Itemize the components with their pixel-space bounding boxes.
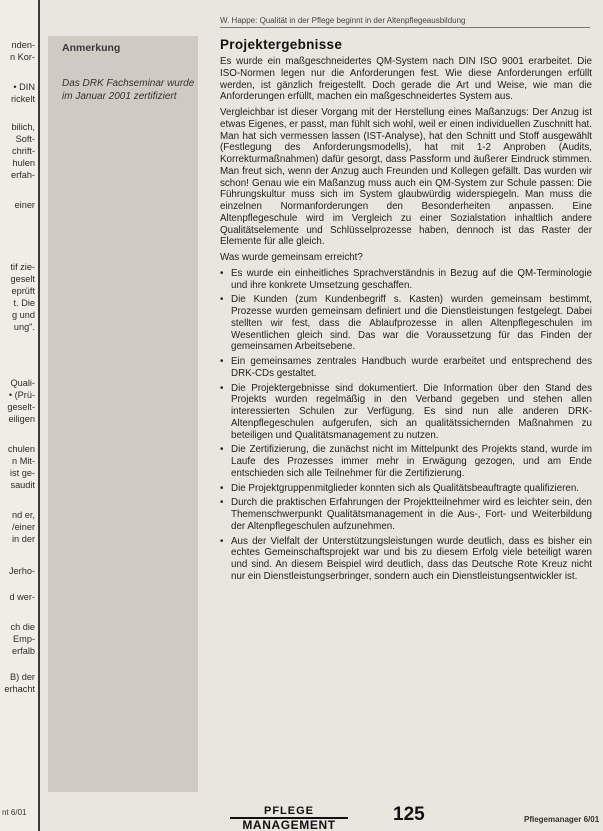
previous-page-line: ung".	[13, 322, 35, 332]
previous-page-line: Soft-	[15, 134, 35, 144]
previous-page-line: bilich,	[11, 122, 35, 132]
previous-page-line: B) der	[9, 672, 35, 682]
previous-page-edge	[0, 0, 40, 831]
previous-page-line: • (Prü-	[8, 390, 35, 400]
previous-page-line: eiligen	[8, 414, 35, 424]
previous-page-line: erhacht	[4, 684, 35, 694]
previous-page-line: eprüft	[11, 286, 35, 296]
annotation-text: Das DRK Fachseminar wurde im Januar 2001 zertifiziert	[62, 78, 195, 102]
results-list-item: • Durch die praktischen Erfahrungen der Projektteilnehmer wird es leichter sein, den Themenschwerpunkt Qualitätsmanagement in die Aus-, Fort- und Weiterbildung der Altenpflegeschulen aufzunehmen.	[220, 497, 592, 532]
previous-page-line: nden-	[11, 40, 35, 50]
previous-page-line: hulen	[12, 158, 35, 168]
previous-page-line: erfalb	[12, 646, 35, 656]
previous-page-line: n Kor-	[9, 52, 35, 62]
section-title: Projektergebnisse	[220, 37, 343, 52]
previous-page-line: Jerho-	[8, 566, 35, 576]
results-list-item: • Die Zertifizierung, die zunächst nicht im Mittelpunkt des Projekts stand, wurde im Laufe des Prozesses immer mehr in Erwägung gezogen, und am Ende entschieden sich alle Teilnehmer für die Zertifizierung.	[220, 444, 592, 479]
previous-page-line: saudit	[10, 480, 35, 490]
previous-page-line: tif zie-	[10, 262, 35, 272]
previous-page-line: chulen	[7, 444, 35, 454]
results-list-item: • Die Projektergebnisse sind dokumentiert. Die Information über den Stand des Projekts wurden regelmäßig in den Verband gegeben und stehen allen interessierten Schulen zur Verfügung. Es sind nun alle anderen DRK-Altenpflegeschulen aufgerufen, sich an qualitätssichernden Maßnahmen zu beteiligen und Qualitätsmanagement zu nutzen.	[220, 383, 592, 442]
previous-page-line: ch die	[10, 622, 35, 632]
paragraph-masanzug: Vergleichbar ist dieser Vorgang mit der Herstellung eines Maßanzugs: Der Anzug ist etwas Eigenes, er passt, man fühlt sich wohl, weil er einen individuellen Zuschnitt hat. Man hat sich vermessen lassen (IST-Analyse), hat den Schnitt und Stoff ausgewählt (Festlegung des Anforderungsmodells), hat mit 1-2 Anproben (Audits, Korrekturmaßnahmen) dafür gesorgt, dass Passform und äußerer Eindruck stimmen. Man freut sich, wenn der Anzug auch Freunden und Kollegen gefällt. Das wurden wir schon! Genau wie ein Maßanzug muss auch ein QM-System zur Schule passen: Die Führungskultur muss sich im System glaubwürdig widerspiegeln. Man muss die einzelnen Normanforderungen den Besonderheiten anpassen. Eine Altenpflegeschule wird im Vergleich zu einer Sozialstation inhaltlich andere Qualitätselemente und Schlüsselprozesse haben, dennoch ist das Raster der Elemente für alle gleich.	[220, 107, 592, 248]
previous-page-line: • DIN	[13, 82, 35, 92]
results-list	[220, 268, 592, 583]
previous-page-line: geselt	[10, 274, 35, 284]
running-header: W. Happe: Qualität in der Pflege beginnt in der Altenpflegeausbildung	[220, 16, 590, 28]
logo-line-management: MANAGEMENT	[230, 817, 348, 831]
results-list-item: • Die Projektgruppenmitglieder konnten sich als Qualitätsbeauftragte qualifizieren.	[220, 483, 592, 495]
body-text	[220, 56, 592, 586]
previous-page-line: einer	[14, 200, 35, 210]
previous-page-footer: nt 6/01	[2, 808, 27, 817]
results-list-item: • Aus der Vielfalt der Unterstützungsleistungen wurde deutlich, dass es bisher ein echtes Gemeinschaftsprojekt war und bis zu diesem Erfolg viele beteiligt waren und sind. An diesem Beispiel wird deutlich, dass das Deutsche Rote Kreuz nicht nur ein Dienstleistungserbringer, sondern auch ein Dienstleistungsentwickler ist.	[220, 536, 592, 583]
previous-page-line: geselt-	[7, 402, 35, 412]
previous-page-line: erfah-	[10, 170, 35, 180]
previous-page-line: d wer-	[9, 592, 35, 602]
previous-page-line: in der	[12, 534, 35, 544]
results-list-item: • Es wurde ein einheitliches Sprachverständnis in Bezug auf die QM-Terminologie und ihre konkrete Umsetzung geschaffen.	[220, 268, 592, 292]
previous-page-line: /einer	[12, 522, 35, 532]
previous-page-line: t. Die	[13, 298, 35, 308]
logo-line-pflege: PFLEGE	[263, 805, 314, 817]
previous-page-line: ist ge-	[9, 468, 35, 478]
pflege-management-logo	[230, 806, 348, 831]
previous-page-line: nd er,	[12, 510, 35, 520]
results-list-item: • Die Kunden (zum Kundenbegriff s. Kasten) wurden gemeinsam bestimmt, Prozesse wurden gemeinsam definiert und die Dienstleistungen festgelegt. Dabei stellten wir fest, dass die Ablaufprozesse in allen Altenpflegeschulen im Wesentlichen gleich sind. Das war die Voraussetzung für das Finden der gemeinsamen Arbeitsebene.	[220, 294, 592, 353]
previous-page-line: Quali-	[10, 378, 35, 388]
question-heading: Was wurde gemeinsam erreicht?	[220, 252, 363, 263]
previous-page-line: rickelt	[11, 94, 35, 104]
previous-page-line: n Mit-	[12, 456, 35, 466]
issue-label: Pflegemanager 6/01	[524, 815, 600, 824]
previous-page-line: chrift-	[12, 146, 35, 156]
annotation-title: Anmerkung	[62, 42, 121, 54]
previous-page-line: g und	[12, 310, 35, 320]
paragraph-qm-system: Es wurde ein maßgeschneidertes QM-System nach DIN ISO 9001 erarbeitet. Die ISO-Normen legen nur die Anforderungen fest. Wie diese Anforderungen erfüllt werden, ist gänzlich freigestellt. Doch gerade die Art und Weise, wie man die Anforderungen erfüllt, machen ein maßgeschneidertes System aus.	[220, 56, 592, 103]
previous-page-line: Emp-	[13, 634, 35, 644]
margin-column	[48, 36, 198, 792]
page-number: 125	[393, 804, 425, 825]
results-list-item: • Ein gemeinsames zentrales Handbuch wurde erarbeitet und entsprechend des DRK-CDs gestaltet.	[220, 356, 592, 380]
